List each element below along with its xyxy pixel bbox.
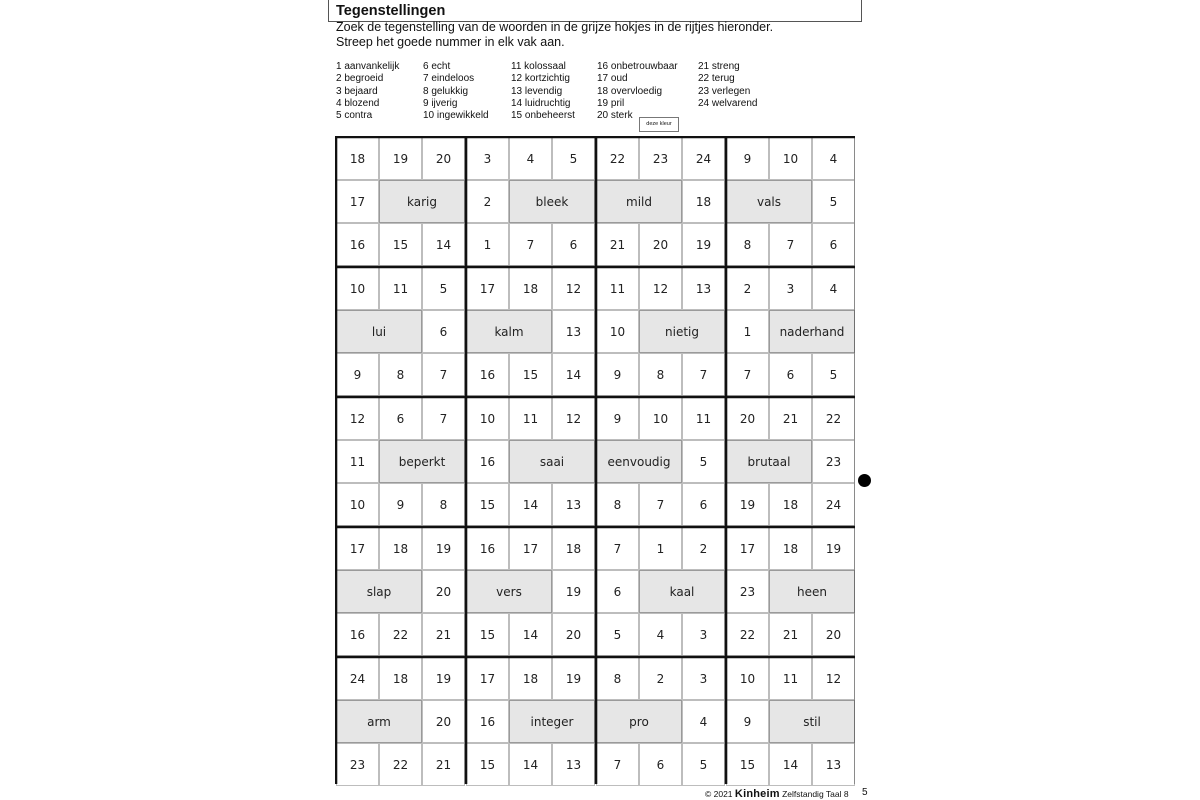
puzzle-block [725,526,855,656]
number-cell[interactable]: 15 [466,743,509,786]
number-cell[interactable]: 14 [422,223,465,266]
number-cell[interactable]: 14 [509,613,552,656]
word-list-item: 17 oud [597,73,628,85]
number-cell[interactable]: 18 [769,483,812,526]
word-cell: vers [466,570,552,613]
number-cell[interactable]: 1 [726,310,769,353]
puzzle-block [725,136,855,266]
number-cell[interactable]: 12 [336,397,379,440]
number-cell[interactable]: 18 [509,657,552,700]
number-cell[interactable]: 20 [726,397,769,440]
number-cell[interactable]: 15 [509,353,552,396]
number-cell[interactable]: 14 [509,483,552,526]
puzzle-block [335,526,465,656]
word-list-item: 18 overvloedig [597,85,663,97]
puzzle-block [335,136,465,266]
number-cell[interactable]: 7 [639,483,682,526]
footer-series: Zelfstandig Taal 8 [782,789,849,799]
number-cell[interactable]: 19 [422,527,465,570]
number-cell[interactable]: 12 [552,267,595,310]
number-cell[interactable]: 11 [336,440,379,483]
number-cell[interactable]: 10 [466,397,509,440]
number-cell[interactable]: 3 [769,267,812,310]
puzzle-block [465,526,595,656]
number-cell[interactable]: 22 [379,613,422,656]
number-cell[interactable]: 10 [336,483,379,526]
word-cell: mild [596,180,682,223]
word-list-item: 23 verlegen [698,85,751,97]
number-cell[interactable]: 19 [552,570,595,613]
number-cell[interactable]: 4 [812,267,855,310]
word-list-item: 3 bejaard [336,85,378,97]
number-cell[interactable]: 14 [552,353,595,396]
word-list-item: 15 onbeheerst [511,110,575,122]
word-cell: naderhand [769,310,855,353]
number-cell[interactable]: 20 [422,700,465,743]
number-cell[interactable]: 4 [812,137,855,180]
word-cell: stil [769,700,855,743]
number-cell[interactable]: 17 [336,180,379,223]
word-list-item: 12 kortzichtig [511,73,570,85]
number-cell[interactable]: 8 [422,483,465,526]
number-cell[interactable]: 18 [509,267,552,310]
instruction-line-1: Zoek de tegenstelling van de woorden in de grijze hokjes in de rijtjes hieronder. [336,20,774,34]
number-cell[interactable]: 12 [552,397,595,440]
word-cell: beperkt [379,440,465,483]
word-cell: pro [596,700,682,743]
number-cell[interactable]: 7 [596,527,639,570]
number-cell[interactable]: 8 [726,223,769,266]
number-cell[interactable]: 13 [682,267,725,310]
number-cell[interactable]: 23 [639,137,682,180]
puzzle-block [335,656,465,786]
number-cell[interactable]: 11 [509,397,552,440]
number-cell[interactable]: 11 [596,267,639,310]
word-list-item: 7 eindeloos [423,73,475,85]
number-cell[interactable]: 24 [336,657,379,700]
puzzle-block [465,266,595,396]
puzzle-block [725,656,855,786]
number-cell[interactable]: 7 [769,223,812,266]
number-cell[interactable]: 11 [769,657,812,700]
word-list-item: 5 contra [336,110,373,122]
number-cell[interactable]: 15 [726,743,769,786]
puzzle-block [725,396,855,526]
number-cell[interactable]: 6 [379,397,422,440]
number-cell[interactable]: 8 [639,353,682,396]
word-cell: integer [509,700,595,743]
word-list-column [511,61,575,122]
number-cell[interactable]: 7 [509,223,552,266]
number-cell[interactable]: 7 [596,743,639,786]
number-cell[interactable]: 14 [769,743,812,786]
number-cell[interactable]: 2 [682,527,725,570]
number-cell[interactable]: 9 [336,353,379,396]
number-cell[interactable]: 6 [769,353,812,396]
puzzle-block [335,396,465,526]
instruction-line-2: Streep het goede nummer in elk vak aan. [336,35,565,49]
number-cell[interactable]: 10 [769,137,812,180]
number-cell[interactable]: 20 [422,570,465,613]
word-list-item: 14 luidruchtig [511,97,571,109]
number-cell[interactable]: 21 [769,397,812,440]
number-cell[interactable]: 20 [639,223,682,266]
word-list-item: 24 welvarend [698,97,758,109]
number-cell[interactable]: 9 [726,137,769,180]
word-list-item: 9 ijverig [423,97,458,109]
page-title: Tegenstellingen [336,3,446,19]
number-cell[interactable]: 8 [596,657,639,700]
puzzle-block [595,526,725,656]
word-list-item: 19 pril [597,97,625,109]
number-cell[interactable]: 12 [812,657,855,700]
number-cell[interactable]: 15 [466,613,509,656]
number-cell[interactable]: 21 [422,613,465,656]
number-cell[interactable]: 18 [682,180,725,223]
number-cell[interactable]: 11 [682,397,725,440]
color-key-box: deze kleur [639,117,679,132]
number-cell[interactable]: 22 [379,743,422,786]
number-cell[interactable]: 7 [422,353,465,396]
word-list-item: 20 sterk [597,110,633,122]
number-cell[interactable]: 13 [552,310,595,353]
puzzle-block [595,656,725,786]
number-cell[interactable]: 2 [726,267,769,310]
number-cell[interactable]: 13 [812,743,855,786]
word-list-item: 2 begroeid [336,73,384,85]
number-cell[interactable]: 19 [682,223,725,266]
word-cell: arm [336,700,422,743]
number-cell[interactable]: 18 [769,527,812,570]
number-cell[interactable]: 18 [379,657,422,700]
number-cell[interactable]: 8 [596,483,639,526]
number-cell[interactable]: 16 [466,353,509,396]
puzzle-block [595,266,725,396]
number-cell[interactable]: 6 [682,483,725,526]
number-cell[interactable]: 23 [812,440,855,483]
number-cell[interactable]: 17 [336,527,379,570]
number-cell[interactable]: 17 [726,527,769,570]
word-cell: lui [336,310,422,353]
puzzle-block [465,396,595,526]
number-cell[interactable]: 6 [639,743,682,786]
binder-hole-dot [858,474,871,487]
word-list-item: 1 aanvankelijk [336,61,400,72]
word-cell: nietig [639,310,725,353]
number-cell[interactable]: 16 [336,613,379,656]
number-cell[interactable]: 4 [509,137,552,180]
number-cell[interactable]: 5 [596,613,639,656]
number-cell[interactable]: 24 [812,483,855,526]
number-cell[interactable]: 1 [639,527,682,570]
word-list-column [698,61,757,110]
number-cell[interactable]: 10 [726,657,769,700]
number-cell[interactable]: 5 [422,267,465,310]
number-cell[interactable]: 7 [422,397,465,440]
number-cell[interactable]: 5 [812,180,855,223]
number-cell[interactable]: 4 [639,613,682,656]
number-cell[interactable]: 5 [812,353,855,396]
word-list-item: 6 echt [423,61,451,72]
number-cell[interactable]: 10 [596,310,639,353]
puzzle-block [595,136,725,266]
number-cell[interactable]: 6 [422,310,465,353]
number-cell[interactable]: 2 [639,657,682,700]
number-cell[interactable]: 6 [812,223,855,266]
word-list-item: 11 kolossaal [511,61,566,72]
number-cell[interactable]: 11 [379,267,422,310]
number-cell[interactable]: 21 [422,743,465,786]
word-list-item: 13 levendig [511,85,563,97]
word-cell: heen [769,570,855,613]
word-list-item: 21 streng [698,61,740,72]
puzzle-block [335,266,465,396]
number-cell[interactable]: 9 [596,397,639,440]
page-number: 5 [862,787,868,798]
number-cell[interactable]: 17 [466,267,509,310]
word-cell: kalm [466,310,552,353]
number-cell[interactable]: 8 [379,353,422,396]
number-cell[interactable]: 23 [726,570,769,613]
number-cell[interactable]: 19 [379,137,422,180]
number-cell[interactable]: 3 [682,613,725,656]
word-cell: kaal [639,570,725,613]
number-cell[interactable]: 19 [422,657,465,700]
number-cell[interactable]: 13 [552,483,595,526]
number-cell[interactable]: 22 [812,397,855,440]
word-list-item: 10 ingewikkeld [423,110,489,122]
number-cell[interactable]: 23 [336,743,379,786]
number-cell[interactable]: 24 [682,137,725,180]
word-list-item: 8 gelukkig [423,85,469,97]
word-list-item: 4 blozend [336,97,380,109]
number-cell[interactable]: 1 [466,223,509,266]
word-list-column [336,61,399,122]
number-cell[interactable]: 5 [682,743,725,786]
word-cell: eenvoudig [596,440,682,483]
word-cell: slap [336,570,422,613]
word-list-column [597,61,678,122]
number-cell[interactable]: 20 [422,137,465,180]
number-cell[interactable]: 17 [509,527,552,570]
number-cell[interactable]: 10 [336,267,379,310]
word-list-column [423,61,489,122]
number-cell[interactable]: 20 [812,613,855,656]
word-list-item: 16 onbetrouwbaar [597,61,678,72]
number-cell[interactable]: 16 [466,700,509,743]
number-cell[interactable]: 18 [379,527,422,570]
number-cell[interactable]: 4 [682,700,725,743]
number-cell[interactable]: 3 [682,657,725,700]
number-cell[interactable]: 9 [596,353,639,396]
number-cell[interactable]: 12 [639,267,682,310]
number-cell[interactable]: 21 [596,223,639,266]
number-cell[interactable]: 16 [336,223,379,266]
number-cell[interactable]: 17 [466,657,509,700]
number-cell[interactable]: 21 [769,613,812,656]
word-cell: vals [726,180,812,223]
number-cell[interactable]: 3 [466,137,509,180]
number-cell[interactable]: 6 [552,223,595,266]
puzzle-block [465,136,595,266]
puzzle-block [725,266,855,396]
number-cell[interactable]: 9 [726,700,769,743]
number-cell[interactable]: 19 [812,527,855,570]
word-cell: karig [379,180,465,223]
word-cell: saai [509,440,595,483]
footer-brand: Kinheim [734,788,780,800]
number-cell[interactable]: 19 [726,483,769,526]
number-cell[interactable]: 5 [682,440,725,483]
number-cell[interactable]: 16 [466,527,509,570]
puzzle-block [595,396,725,526]
footer-copyright: © 2021 [705,789,733,799]
number-cell[interactable]: 9 [379,483,422,526]
number-cell[interactable]: 7 [682,353,725,396]
number-cell[interactable]: 20 [552,613,595,656]
word-list-item: 22 terug [698,73,735,85]
number-cell[interactable]: 13 [552,743,595,786]
footer [705,788,849,800]
number-cell[interactable]: 14 [509,743,552,786]
number-cell[interactable]: 5 [552,137,595,180]
number-cell[interactable]: 18 [552,527,595,570]
puzzle-block [465,656,595,786]
number-cell[interactable]: 15 [379,223,422,266]
number-cell[interactable]: 10 [639,397,682,440]
number-cell[interactable]: 22 [726,613,769,656]
number-cell[interactable]: 19 [552,657,595,700]
number-cell[interactable]: 2 [466,180,509,223]
number-cell[interactable]: 15 [466,483,509,526]
number-cell[interactable]: 16 [466,440,509,483]
word-cell: bleek [509,180,595,223]
number-cell[interactable]: 6 [596,570,639,613]
word-cell: brutaal [726,440,812,483]
number-cell[interactable]: 7 [726,353,769,396]
number-cell[interactable]: 18 [336,137,379,180]
number-cell[interactable]: 22 [596,137,639,180]
